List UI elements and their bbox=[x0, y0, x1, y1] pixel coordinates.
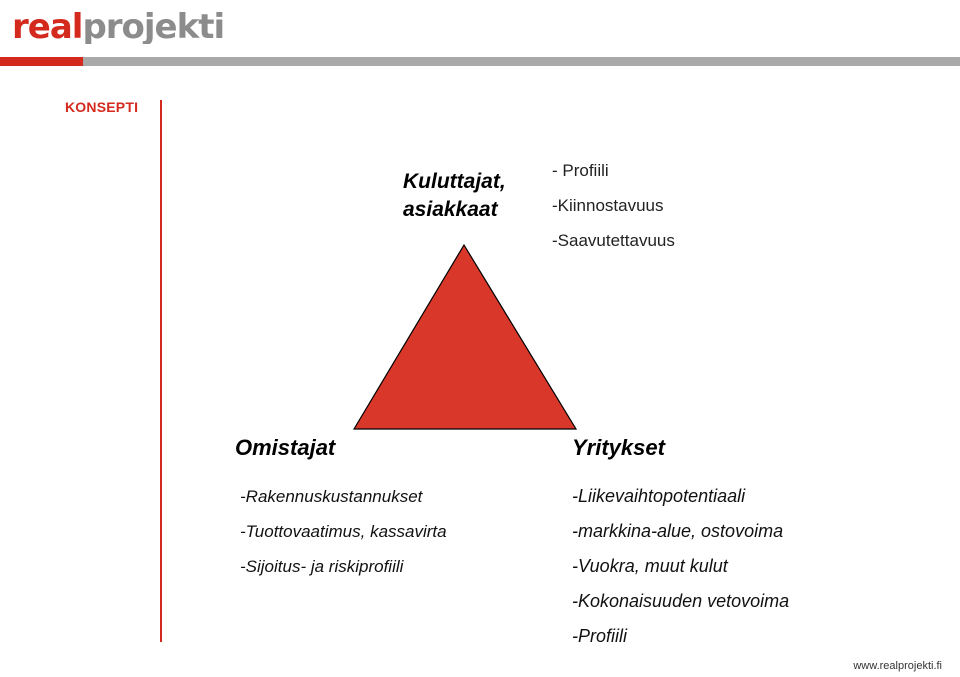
right-node-title: Yritykset bbox=[572, 435, 665, 460]
top-node-list bbox=[552, 153, 675, 258]
top-node-title-line1: Kuluttajat, bbox=[403, 170, 506, 193]
list-item: -Kokonaisuuden vetovoima bbox=[572, 591, 790, 611]
section-label: KONSEPTI bbox=[65, 99, 139, 115]
triangle-shape bbox=[354, 245, 576, 429]
list-item: -markkina-alue, ostovoima bbox=[572, 521, 784, 541]
right-node-list bbox=[572, 479, 789, 654]
list-item: -Profiili bbox=[572, 626, 628, 646]
left-node-list bbox=[240, 479, 447, 584]
list-item: -Vuokra, muut kulut bbox=[572, 556, 728, 576]
footer-url[interactable]: www.realprojekti.fi bbox=[853, 660, 942, 672]
top-node-title-line2: asiakkaat bbox=[403, 198, 498, 221]
logo-part-projekti: projekti bbox=[82, 10, 225, 44]
logo-part-real: real bbox=[12, 10, 83, 44]
concept-triangle bbox=[350, 242, 580, 432]
svg-text:realprojekti bbox=[12, 10, 224, 44]
list-item: -Kiinnostavuus bbox=[552, 196, 664, 215]
list-item: -Sijoitus- ja riskiprofiili bbox=[240, 557, 404, 576]
list-item: -Rakennuskustannukset bbox=[240, 487, 423, 506]
header-bar-accent bbox=[0, 57, 83, 66]
top-node-title bbox=[403, 168, 506, 224]
list-item: - Profiili bbox=[552, 161, 609, 180]
left-node-title: Omistajat bbox=[235, 435, 336, 460]
header-bar bbox=[0, 57, 960, 66]
vertical-divider bbox=[160, 100, 162, 642]
realprojekti-logo bbox=[12, 10, 247, 44]
list-item: -Tuottovaatimus, kassavirta bbox=[240, 522, 447, 541]
list-item: -Saavutettavuus bbox=[552, 231, 675, 250]
list-item: -Liikevaihtopotentiaali bbox=[572, 486, 746, 506]
